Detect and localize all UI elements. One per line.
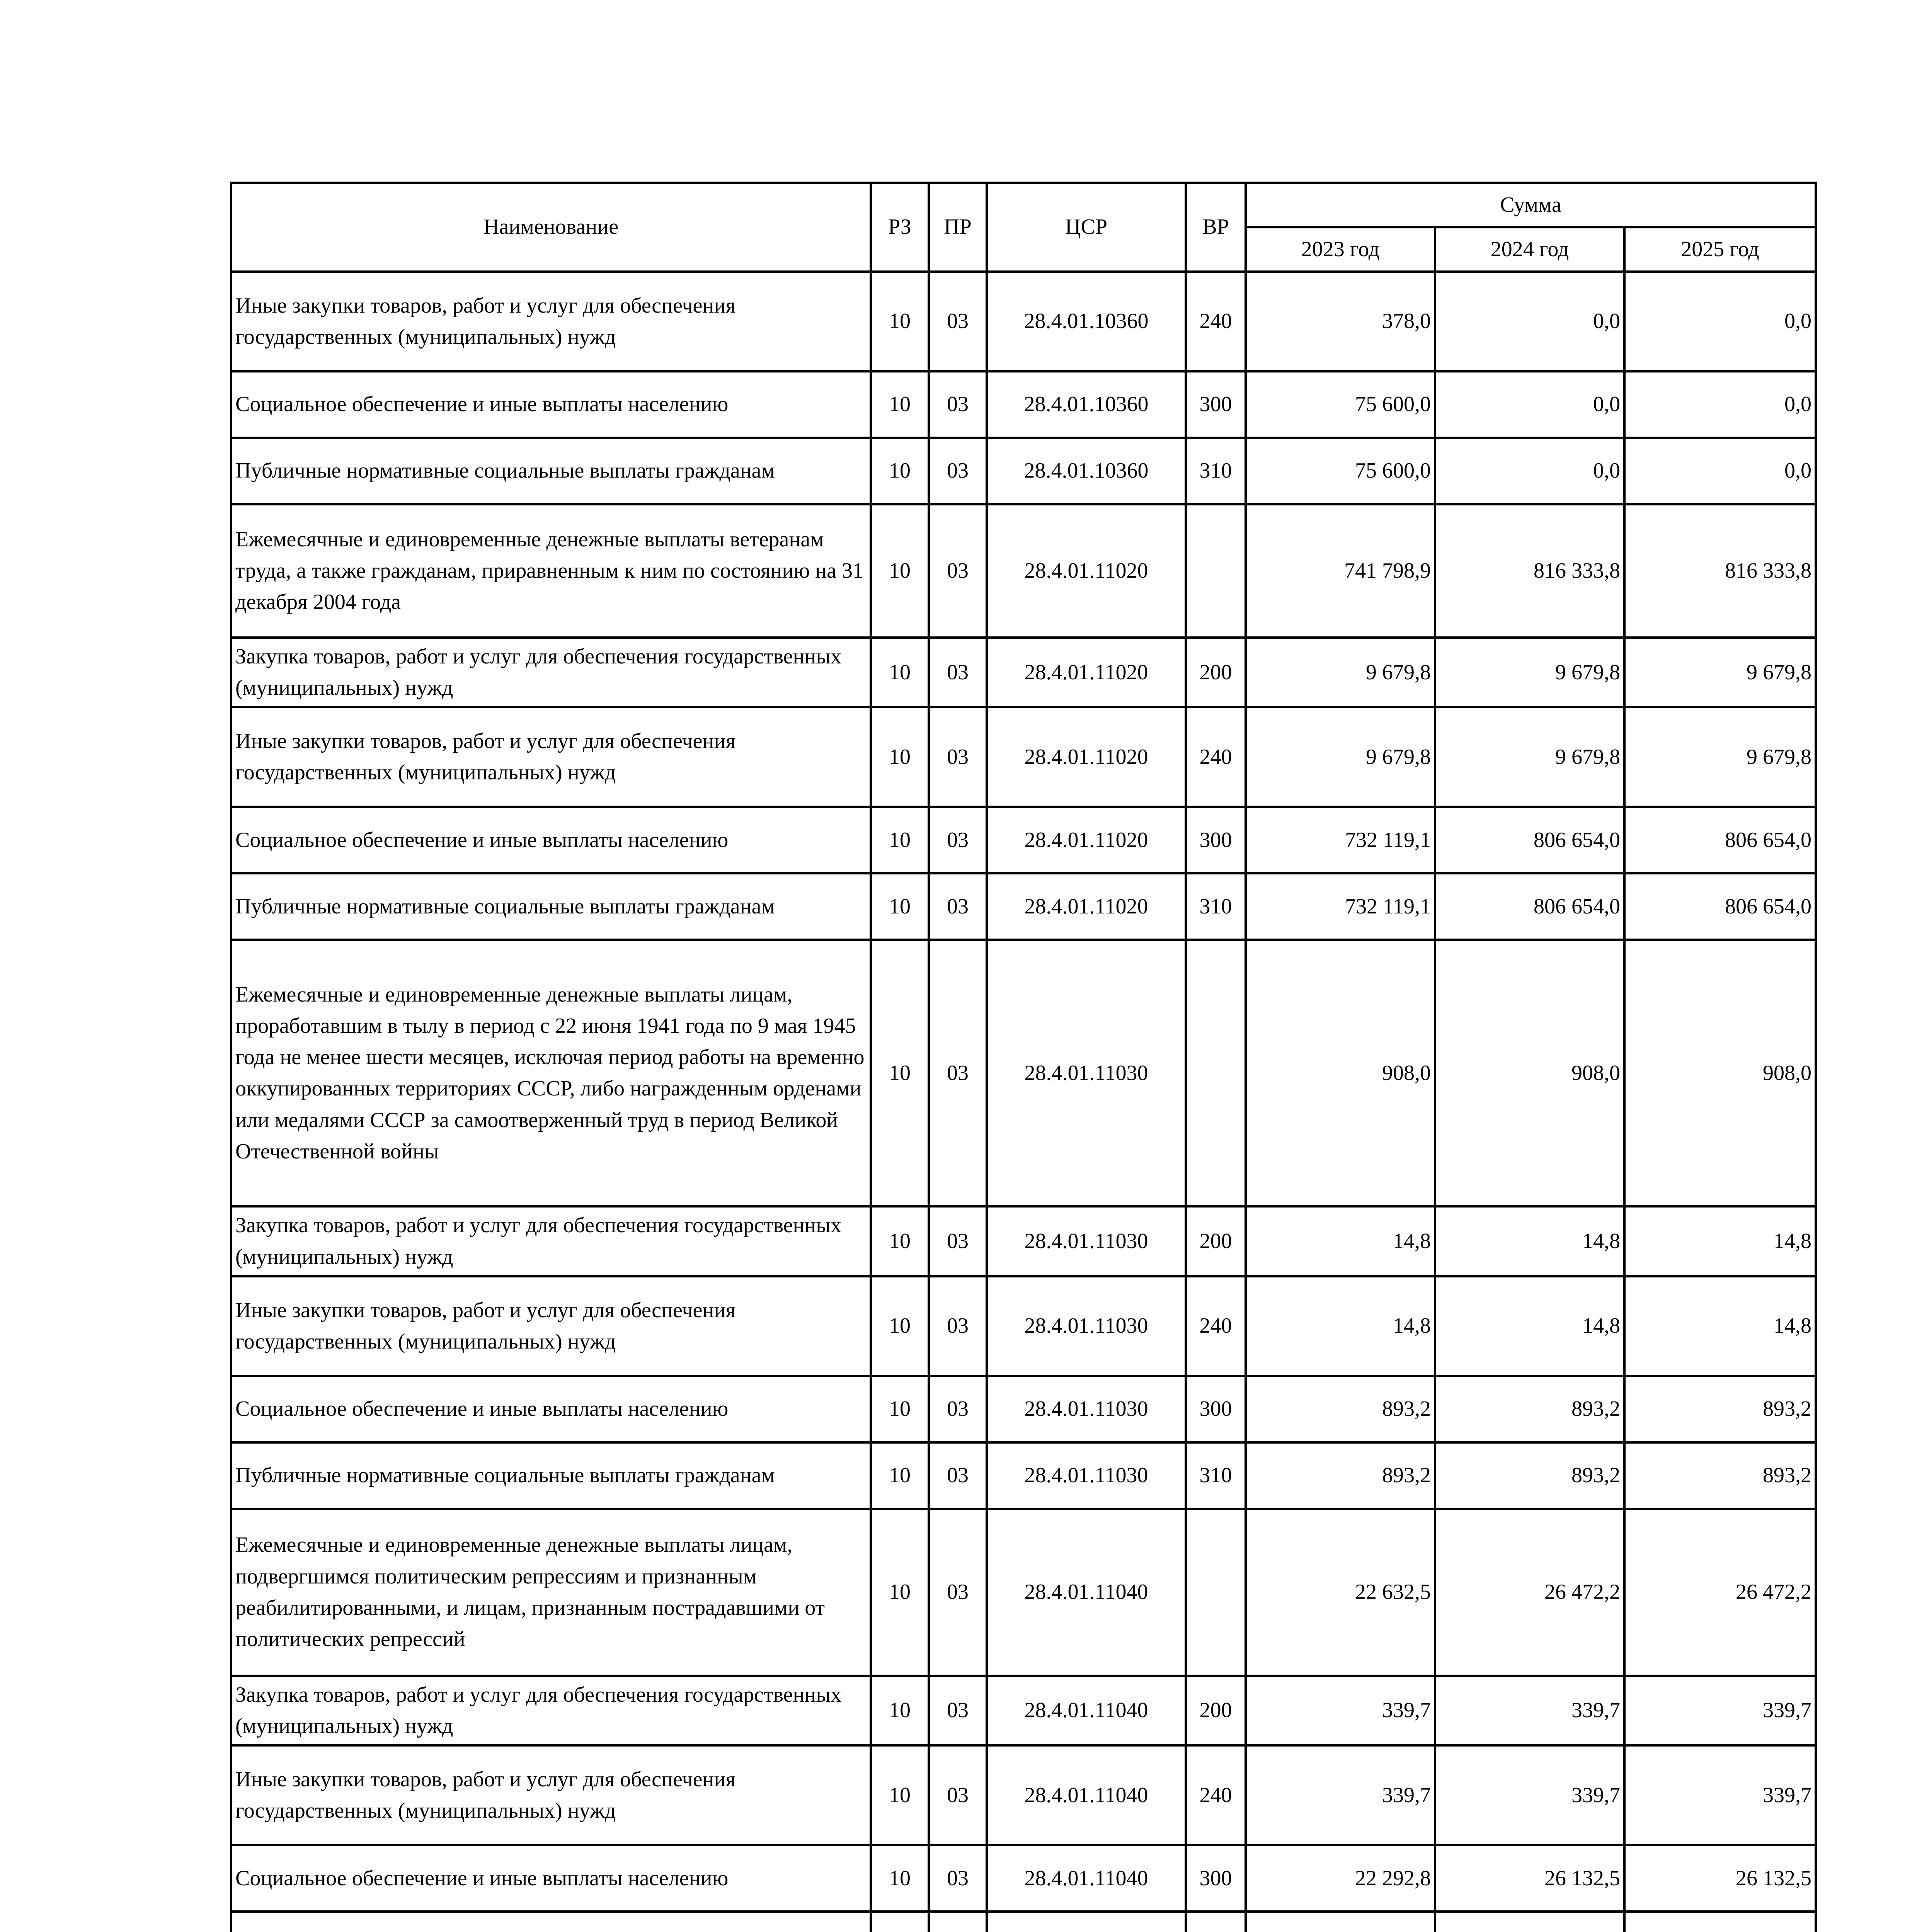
cell-vr: 310 bbox=[1186, 438, 1246, 504]
cell-pr: 03 bbox=[929, 371, 987, 438]
cell-pr: 03 bbox=[929, 1745, 987, 1845]
cell-name: Закупка товаров, работ и услуг для обеспечения государственных (муниципальных) нужд bbox=[231, 1206, 871, 1276]
table-row bbox=[231, 1676, 1816, 1745]
cell-vr: 240 bbox=[1186, 707, 1246, 807]
cell-csr: 28.4.01.11030 bbox=[987, 940, 1186, 1206]
cell-vr: 300 bbox=[1186, 371, 1246, 438]
cell-csr: 28.4.01.11040 bbox=[987, 1676, 1186, 1745]
cell-name: Иные закупки товаров, работ и услуг для обеспечения государственных (муниципальных) нужд bbox=[231, 707, 871, 807]
cell-rz: 10 bbox=[871, 807, 929, 873]
cell-name: Социальное обеспечение и иные выплаты населению bbox=[231, 1845, 871, 1912]
cell-amount-2025: 9 679,8 bbox=[1624, 707, 1816, 807]
cell-pr: 03 bbox=[929, 873, 987, 940]
table-row bbox=[231, 1442, 1816, 1509]
table-row bbox=[231, 1276, 1816, 1376]
cell-pr: 03 bbox=[929, 504, 987, 638]
cell-csr: 28.4.01.10360 bbox=[987, 272, 1186, 371]
cell-rz: 10 bbox=[871, 1442, 929, 1509]
table-row bbox=[231, 1745, 1816, 1845]
cell-csr: 28.4.01.11020 bbox=[987, 638, 1186, 707]
cell-amount-2023: 732 119,1 bbox=[1246, 873, 1435, 940]
cell-amount-2025: 0,0 bbox=[1624, 438, 1816, 504]
cell-name: Социальное обеспечение и иные выплаты населению bbox=[231, 1376, 871, 1442]
header-rz: РЗ bbox=[871, 183, 929, 272]
cell-amount-2024: 806 654,0 bbox=[1435, 807, 1624, 873]
cell-amount-2023: 893,2 bbox=[1246, 1376, 1435, 1442]
cell-csr: 28.4.01.11040 bbox=[987, 1845, 1186, 1912]
cell-name: Публичные нормативные социальные выплаты гражданам bbox=[231, 873, 871, 940]
cell-rz: 10 bbox=[871, 371, 929, 438]
cell-rz: 10 bbox=[871, 1509, 929, 1676]
cell-vr: 200 bbox=[1186, 638, 1246, 707]
cell-rz: 10 bbox=[871, 707, 929, 807]
cell-amount-2025 bbox=[1624, 1912, 1816, 1932]
cell-vr bbox=[1186, 940, 1246, 1206]
cell-amount-2025: 339,7 bbox=[1624, 1745, 1816, 1845]
cell-vr: 240 bbox=[1186, 272, 1246, 371]
cell-pr: 03 bbox=[929, 438, 987, 504]
cell-amount-2025: 14,8 bbox=[1624, 1276, 1816, 1376]
cell-csr: 28.4.01.11030 bbox=[987, 1442, 1186, 1509]
cell-csr: 28.4.01.11030 bbox=[987, 1276, 1186, 1376]
header-csr: ЦСР bbox=[987, 183, 1186, 272]
cell-pr: 03 bbox=[929, 1276, 987, 1376]
cell-amount-2023: 75 600,0 bbox=[1246, 438, 1435, 504]
cell-pr: 03 bbox=[929, 1676, 987, 1745]
cell-amount-2024: 339,7 bbox=[1435, 1676, 1624, 1745]
cell-amount-2023: 732 119,1 bbox=[1246, 807, 1435, 873]
cell-name: Иные закупки товаров, работ и услуг для обеспечения государственных (муниципальных) нужд bbox=[231, 1745, 871, 1845]
cell-amount-2023: 9 679,8 bbox=[1246, 638, 1435, 707]
cell-amount-2023: 14,8 bbox=[1246, 1276, 1435, 1376]
table-row bbox=[231, 438, 1816, 504]
header-year-2024: 2024 год bbox=[1435, 227, 1624, 272]
cell-amount-2023: 339,7 bbox=[1246, 1676, 1435, 1745]
cell-amount-2024 bbox=[1435, 1912, 1624, 1932]
cell-amount-2025: 0,0 bbox=[1624, 272, 1816, 371]
cell-vr: 240 bbox=[1186, 1276, 1246, 1376]
cell-amount-2024: 893,2 bbox=[1435, 1376, 1624, 1442]
cell-csr: 28.4.01.11030 bbox=[987, 1376, 1186, 1442]
cell-rz: 10 bbox=[871, 940, 929, 1206]
cell-name: Иные закупки товаров, работ и услуг для обеспечения государственных (муниципальных) нужд bbox=[231, 272, 871, 371]
cell-name: Ежемесячные и единовременные денежные выплаты лицам, проработавшим в тылу в период с 22 июня 1941 года по 9 мая 1945 года не менее шести месяцев, исключая период работы на временно оккупированных территориях СССР, либо награжденным орденами или медалями СССР за самоотверженный труд в период Великой Отечественной войны bbox=[231, 940, 871, 1206]
cell-vr: 310 bbox=[1186, 1442, 1246, 1509]
cell-rz: 10 bbox=[871, 1676, 929, 1745]
cell-amount-2024: 0,0 bbox=[1435, 371, 1624, 438]
cell-pr: 03 bbox=[929, 1845, 987, 1912]
table-row bbox=[231, 504, 1816, 638]
cell-csr: 28.4.01.11020 bbox=[987, 873, 1186, 940]
cell-name: Публичные нормативные социальные выплаты гражданам bbox=[231, 1442, 871, 1509]
cell-csr: 28.4.01.11040 bbox=[987, 1745, 1186, 1845]
cell-vr: 240 bbox=[1186, 1745, 1246, 1845]
cell-rz: 10 bbox=[871, 1276, 929, 1376]
cell-rz: 10 bbox=[871, 1206, 929, 1276]
table-row bbox=[231, 807, 1816, 873]
cell-amount-2025: 806 654,0 bbox=[1624, 807, 1816, 873]
cell-amount-2024: 0,0 bbox=[1435, 272, 1624, 371]
cell-amount-2025: 816 333,8 bbox=[1624, 504, 1816, 638]
header-pr: ПР bbox=[929, 183, 987, 272]
cell-amount-2023: 339,7 bbox=[1246, 1745, 1435, 1845]
table-row bbox=[231, 371, 1816, 438]
cell-rz: 10 bbox=[871, 272, 929, 371]
cell-vr bbox=[1186, 1509, 1246, 1676]
table-row bbox=[231, 272, 1816, 371]
table-body bbox=[231, 272, 1816, 1932]
cell-amount-2023: 908,0 bbox=[1246, 940, 1435, 1206]
cell-amount-2024: 908,0 bbox=[1435, 940, 1624, 1206]
cell-amount-2023: 75 600,0 bbox=[1246, 371, 1435, 438]
table-row bbox=[231, 1912, 1816, 1932]
cell-rz bbox=[871, 1912, 929, 1932]
cell-amount-2023: 22 632,5 bbox=[1246, 1509, 1435, 1676]
cell-rz: 10 bbox=[871, 638, 929, 707]
table-row bbox=[231, 940, 1816, 1206]
cell-amount-2023: 22 292,8 bbox=[1246, 1845, 1435, 1912]
cell-amount-2023 bbox=[1246, 1912, 1435, 1932]
cell-rz: 10 bbox=[871, 504, 929, 638]
cell-name: Закупка товаров, работ и услуг для обеспечения государственных (муниципальных) нужд bbox=[231, 638, 871, 707]
cell-amount-2023: 893,2 bbox=[1246, 1442, 1435, 1509]
cell-amount-2024: 0,0 bbox=[1435, 438, 1624, 504]
cell-vr bbox=[1186, 1912, 1246, 1932]
cell-pr: 03 bbox=[929, 1376, 987, 1442]
table-header bbox=[231, 183, 1816, 272]
header-sum: Сумма bbox=[1246, 183, 1816, 227]
cell-amount-2025: 26 472,2 bbox=[1624, 1509, 1816, 1676]
cell-name: Закупка товаров, работ и услуг для обеспечения государственных (муниципальных) нужд bbox=[231, 1676, 871, 1745]
cell-rz: 10 bbox=[871, 438, 929, 504]
cell-pr bbox=[929, 1912, 987, 1932]
cell-vr: 300 bbox=[1186, 807, 1246, 873]
header-name: Наименование bbox=[231, 183, 871, 272]
cell-amount-2024: 9 679,8 bbox=[1435, 707, 1624, 807]
cell-pr: 03 bbox=[929, 940, 987, 1206]
table-row bbox=[231, 707, 1816, 807]
cell-vr: 310 bbox=[1186, 873, 1246, 940]
cell-pr: 03 bbox=[929, 1206, 987, 1276]
cell-pr: 03 bbox=[929, 807, 987, 873]
cell-csr: 28.4.01.11020 bbox=[987, 807, 1186, 873]
cell-amount-2025: 339,7 bbox=[1624, 1676, 1816, 1745]
table-row bbox=[231, 1376, 1816, 1442]
cell-name: Ежемесячные и единовременные денежные выплаты ветеранам труда, а также гражданам, приравненным к ним по состоянию на 31 декабря 2004 года bbox=[231, 504, 871, 638]
cell-amount-2024: 806 654,0 bbox=[1435, 873, 1624, 940]
cell-amount-2025: 26 132,5 bbox=[1624, 1845, 1816, 1912]
cell-name: Социальное обеспечение и иные выплаты населению bbox=[231, 807, 871, 873]
cell-amount-2025: 806 654,0 bbox=[1624, 873, 1816, 940]
cell-csr: 28.4.01.10360 bbox=[987, 371, 1186, 438]
header-year-2023: 2023 год bbox=[1246, 227, 1435, 272]
cell-pr: 03 bbox=[929, 1509, 987, 1676]
cell-amount-2024: 893,2 bbox=[1435, 1442, 1624, 1509]
cell-name: Иные закупки товаров, работ и услуг для обеспечения государственных (муниципальных) нужд bbox=[231, 1276, 871, 1376]
header-year-2025: 2025 год bbox=[1624, 227, 1816, 272]
cell-amount-2025: 0,0 bbox=[1624, 371, 1816, 438]
cell-csr: 28.4.01.11040 bbox=[987, 1509, 1186, 1676]
cell-rz: 10 bbox=[871, 873, 929, 940]
cell-csr bbox=[987, 1912, 1186, 1932]
cell-amount-2024: 816 333,8 bbox=[1435, 504, 1624, 638]
cell-amount-2023: 9 679,8 bbox=[1246, 707, 1435, 807]
cell-name bbox=[231, 1912, 871, 1932]
table-row bbox=[231, 1206, 1816, 1276]
header-vr: ВР bbox=[1186, 183, 1246, 272]
cell-amount-2025: 908,0 bbox=[1624, 940, 1816, 1206]
budget-table bbox=[230, 182, 1817, 1932]
cell-pr: 03 bbox=[929, 1442, 987, 1509]
cell-amount-2024: 9 679,8 bbox=[1435, 638, 1624, 707]
cell-amount-2024: 14,8 bbox=[1435, 1206, 1624, 1276]
cell-amount-2023: 741 798,9 bbox=[1246, 504, 1435, 638]
cell-csr: 28.4.01.11020 bbox=[987, 707, 1186, 807]
cell-amount-2025: 893,2 bbox=[1624, 1442, 1816, 1509]
cell-amount-2025: 14,8 bbox=[1624, 1206, 1816, 1276]
cell-name: Ежемесячные и единовременные денежные выплаты лицам, подвергшимся политическим репрессиям и признанным реабилитированными, и лицам, признанным пострадавшими от политических репрессий bbox=[231, 1509, 871, 1676]
cell-amount-2024: 26 472,2 bbox=[1435, 1509, 1624, 1676]
cell-rz: 10 bbox=[871, 1376, 929, 1442]
cell-vr: 300 bbox=[1186, 1376, 1246, 1442]
cell-vr: 200 bbox=[1186, 1676, 1246, 1745]
cell-vr: 300 bbox=[1186, 1845, 1246, 1912]
table-row bbox=[231, 638, 1816, 707]
cell-amount-2024: 26 132,5 bbox=[1435, 1845, 1624, 1912]
cell-amount-2025: 9 679,8 bbox=[1624, 638, 1816, 707]
table-row bbox=[231, 1509, 1816, 1676]
cell-amount-2023: 378,0 bbox=[1246, 272, 1435, 371]
table-row bbox=[231, 1845, 1816, 1912]
cell-amount-2023: 14,8 bbox=[1246, 1206, 1435, 1276]
cell-vr bbox=[1186, 504, 1246, 638]
cell-csr: 28.4.01.11020 bbox=[987, 504, 1186, 638]
cell-pr: 03 bbox=[929, 272, 987, 371]
cell-amount-2025: 893,2 bbox=[1624, 1376, 1816, 1442]
cell-csr: 28.4.01.11030 bbox=[987, 1206, 1186, 1276]
table-row bbox=[231, 873, 1816, 940]
cell-pr: 03 bbox=[929, 707, 987, 807]
cell-name: Социальное обеспечение и иные выплаты населению bbox=[231, 371, 871, 438]
cell-pr: 03 bbox=[929, 638, 987, 707]
cell-rz: 10 bbox=[871, 1745, 929, 1845]
cell-amount-2024: 339,7 bbox=[1435, 1745, 1624, 1845]
cell-csr: 28.4.01.10360 bbox=[987, 438, 1186, 504]
cell-amount-2024: 14,8 bbox=[1435, 1276, 1624, 1376]
cell-vr: 200 bbox=[1186, 1206, 1246, 1276]
cell-rz: 10 bbox=[871, 1845, 929, 1912]
cell-name: Публичные нормативные социальные выплаты гражданам bbox=[231, 438, 871, 504]
